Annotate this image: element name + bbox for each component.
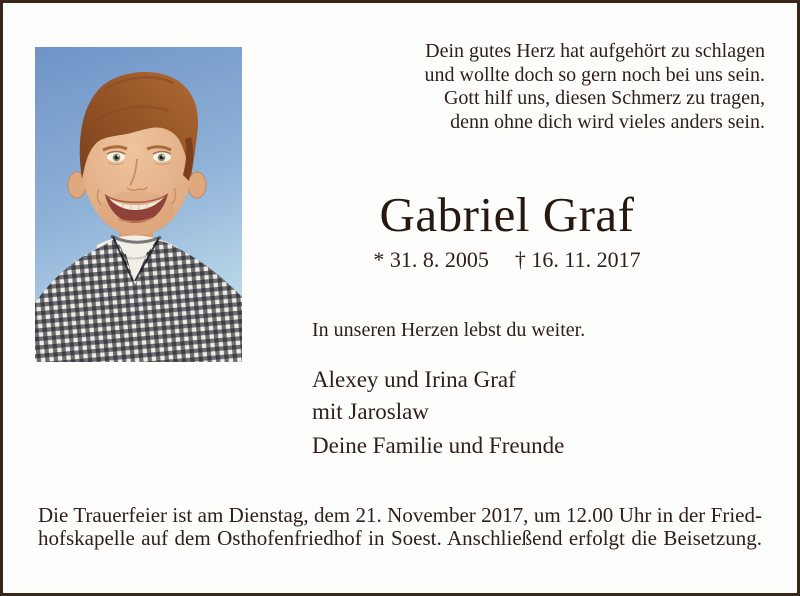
mourners-line: Alexey und Irina Graf <box>312 367 516 392</box>
funeral-info <box>38 504 762 549</box>
funeral-info-line: Die Trauerfeier ist am Dienstag, dem 21. November 2017, um 12.00 Uhr in der Fried- <box>38 503 762 527</box>
right-eye-glint <box>162 155 164 157</box>
verse-line: Gott hilf uns, diesen Schmerz zu tragen, <box>443 87 765 109</box>
deceased-name: Gabriel Graf <box>379 187 635 242</box>
dates-line <box>277 247 737 273</box>
name-block <box>277 189 737 241</box>
portrait-photo <box>35 47 242 362</box>
memorial-line: In unseren Herzen lebst du weiter. <box>312 319 586 341</box>
verse-line: und wollte doch so gern noch bei uns sein. <box>424 63 765 86</box>
verse-line: denn ohne dich wird vieles anders sein. <box>450 110 765 133</box>
mourners-block <box>312 364 564 462</box>
left-eye-glint <box>117 155 119 157</box>
verse-line: Dein gutes Herz hat aufgehört zu schlagen <box>425 40 765 62</box>
birth-date: * 31. 8. 2005 <box>373 247 489 272</box>
mourners-line: mit Jaroslaw <box>312 399 429 424</box>
death-date: † 16. 11. 2017 <box>514 247 641 272</box>
verse-block <box>425 40 766 134</box>
funeral-info-line: hofskapelle auf dem Osthofenfriedhof in Soest. Anschließend erfolgt die Beisetzung. <box>38 525 762 550</box>
mourners-line: Deine Familie und Freunde <box>312 433 565 458</box>
